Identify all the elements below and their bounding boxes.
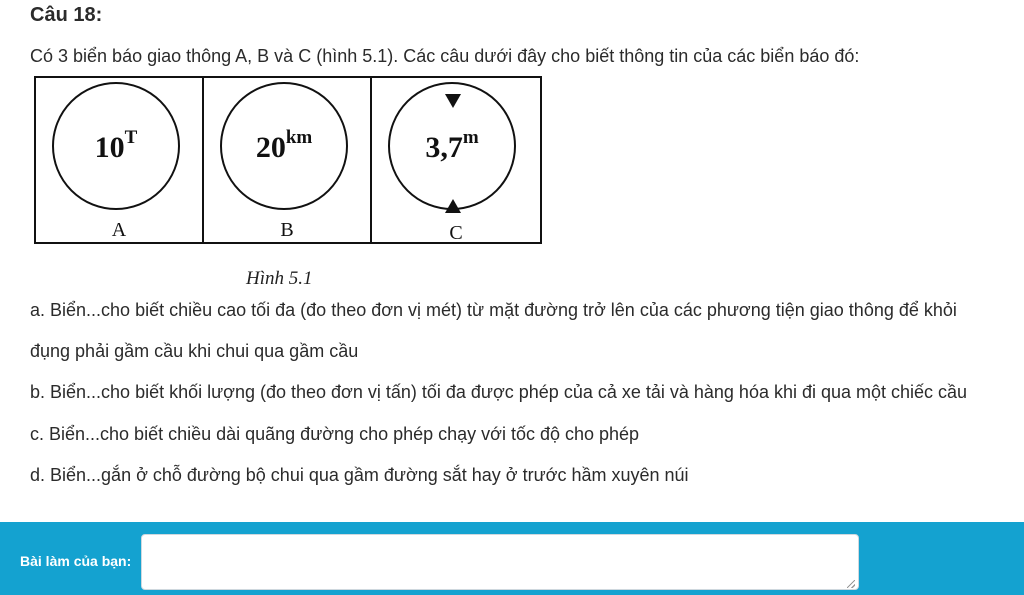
statement-d: d. Biển...gắn ở chỗ đường bộ chui qua gầm đường sắt hay ở trước hầm xuyên núi (30, 465, 689, 485)
sign-letter-a: A (111, 219, 127, 241)
question-intro: Có 3 biển báo giao thông A, B và C (hình 5.1). Các câu dưới đây cho biết thông tin của các biển báo đó: (30, 46, 860, 66)
statement-a-line1: a. Biển...cho biết chiều cao tối đa (đo theo đơn vị mét) từ mặt đường trở lên của các phương tiện giao thông để khỏi (30, 300, 957, 320)
sign-letter-b: B (280, 219, 294, 241)
sign-value-b: $20^{km}$ (255, 127, 313, 164)
sign-circle-b (220, 82, 348, 210)
statement-a-line2: đụng phải gầm cầu khi chui qua gầm cầu (30, 341, 359, 361)
sign-cell-b (204, 78, 372, 242)
sign-circle-a (52, 82, 180, 210)
sign-cell-a (36, 78, 204, 242)
figure-caption: Hình 5.1 (246, 268, 313, 289)
sign-cell-c (372, 78, 540, 242)
answer-footer (0, 522, 1024, 595)
statement-c: c. Biển...cho biết chiều dài quãng đường cho phép chạy với tốc độ cho phép (30, 424, 640, 444)
figure-5-1 (34, 76, 542, 244)
sign-letter-c: C (449, 222, 463, 244)
answer-label: Bài làm của bạn: (20, 553, 132, 569)
question-title: Câu 18: (30, 4, 103, 26)
resize-grip-icon[interactable] (847, 580, 855, 588)
sign-value-c: 3,7$^m$ (425, 127, 479, 164)
sign-value-a: $10^T$ (94, 127, 138, 164)
answer-textarea[interactable] (141, 534, 859, 590)
triangle-up-icon (445, 199, 461, 213)
statement-b: b. Biển...cho biết khối lượng (đo theo đơn vị tấn) tối đa được phép của cả xe tải và hàng hóa khi đi qua một chiếc cầu (30, 382, 968, 402)
triangle-down-icon (445, 94, 461, 108)
